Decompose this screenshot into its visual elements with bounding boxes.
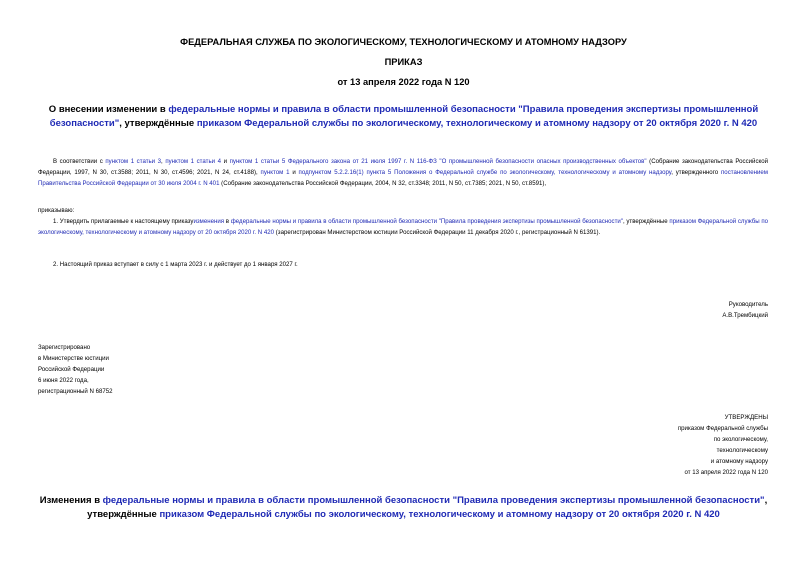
item1-text: 1. Утвердить прилагаемые к настоящему приказу (53, 218, 194, 225)
order-title (30, 103, 777, 131)
link-norms[interactable]: федеральные нормы и правила в области промышленной безопасности "Правила проведения экспертизы промышленной безопасности" (230, 218, 623, 225)
registration-block (38, 342, 238, 397)
link-changes[interactable]: изменения (193, 218, 225, 225)
changes-middle: , утверждённые (87, 495, 768, 520)
item-2-paragraph: 2. Настоящий приказ вступает в силу с 1 марта 2023 г. и действует до 1 января 2027 г. (53, 261, 298, 268)
registration-line: Российской Федерации (38, 366, 105, 373)
item1-text: , утверждённые (622, 218, 670, 225)
approved-line: УТВЕРЖДЕНЫ (724, 414, 768, 421)
signature-block (568, 299, 768, 321)
registration-line: регистрационный N 68752 (38, 388, 113, 395)
title-middle: , утверждённые (119, 118, 197, 129)
basis-text: (Собрание законодательства Российской Федерации, 2004, N 32, ст.3348; 2011, N 50, ст.7385; 2021, N 50, ст.8591), (219, 180, 547, 188)
agency-heading: ФЕДЕРАЛЬНАЯ СЛУЖБА ПО ЭКОЛОГИЧЕСКОМУ, ТЕХНОЛОГИЧЕСКОМУ И АТОМНОМУ НАДЗОРУ (180, 37, 627, 47)
basis-text: В соответствии с (53, 158, 106, 165)
basis-text: и (221, 158, 230, 165)
approved-block (568, 412, 768, 478)
title-link-norms[interactable]: федеральные нормы и правила в области промышленной безопасности "Правила проведения экспертизы промышленной безопасности" (49, 104, 759, 129)
link-article-4[interactable]: пунктом 1 статьи 4 (165, 158, 221, 165)
link-order-420[interactable]: приказом Федеральной службы по экологическому, технологическому и атомному надзору от 20 октября 2020 г. N 420 (38, 218, 769, 237)
item1-text: в (224, 218, 231, 225)
changes-link-norms[interactable]: федеральные нормы и правила в области промышленной безопасности "Правила проведения экспертизы промышленной безопасности" (102, 495, 765, 506)
item1-text: (зарегистрирован Министерством юстиции Российской Федерации 11 декабря 2020 г., регистрационный N 61391). (274, 229, 601, 237)
changes-prefix: Изменения в (39, 495, 103, 506)
item-1-paragraph (38, 216, 768, 238)
basis-text: (Собрание законодательства Российской Федерации, 1997, N 30, ст.3588; 2011, N 30, ст.4596; 2021, N 24, ст.4188), (38, 158, 769, 177)
signatory-role: Руководитель (728, 301, 768, 308)
signatory-name: А.В.Трембицкий (722, 312, 768, 319)
link-regulation-subpoint[interactable]: подпунктом 5.2.2.16(1) пункта 5 Положения о Федеральной службе по экологическому, технологическому и атомному надзору (298, 169, 672, 177)
registration-line: в Министерстве юстиции (38, 355, 109, 362)
basis-text: , (161, 158, 166, 165)
approved-line: по экологическому, (713, 436, 768, 443)
doc-type-heading: ПРИКАЗ (384, 57, 423, 67)
basis-text: и (289, 169, 299, 177)
title-prefix: О внесении изменении в (48, 104, 169, 115)
basis-text: , утвержденного (671, 169, 721, 177)
orders-line: приказываю: (38, 207, 75, 214)
changes-title (30, 494, 777, 522)
link-government-decree-401[interactable]: постановлением Правительства Российской Федерации от 30 июля 2004 г. N 401 (38, 169, 768, 188)
registration-line: 6 июня 2022 года, (38, 377, 89, 384)
doc-date: от 13 апреля 2022 года N 120 (337, 77, 470, 87)
title-link-order-420[interactable]: приказом Федеральной службы по экологическому, технологическому и атомному надзору от 20 октября 2020 г. N 420 (196, 118, 758, 129)
link-article-3[interactable]: пунктом 1 статьи 3 (105, 158, 162, 165)
changes-link-order-420[interactable]: приказом Федеральной службы по экологическому, технологическому и атомному надзору от 20 октября 2020 г. N 420 (159, 509, 720, 520)
link-point-1[interactable]: пунктом 1 (260, 169, 290, 177)
approved-line: технологическому (716, 447, 768, 454)
registration-line: Зарегистрировано (38, 344, 91, 351)
approved-line: приказом Федеральной службы (677, 425, 768, 432)
approved-line: от 13 апреля 2022 года N 120 (684, 469, 768, 476)
basis-paragraph (38, 156, 768, 189)
link-federal-law-116[interactable]: пунктом 1 статьи 5 Федерального закона от 21 июля 1997 г. N 116-ФЗ "О промышленной безопасности опасных производственных объектов" (229, 158, 647, 165)
approved-line: и атомному надзору (710, 458, 768, 465)
